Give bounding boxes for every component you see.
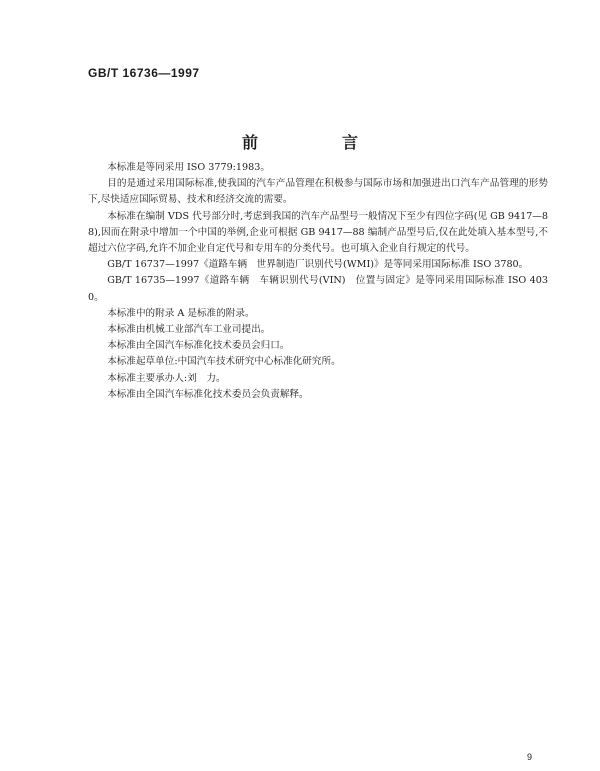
- paragraph-appendix: 本标准中的附录 A 是标准的附录。: [107, 307, 255, 319]
- paragraph-administrator: 本标准由全国汽车标准化技术委员会归口。: [107, 340, 290, 352]
- page-title: 前 言: [241, 133, 392, 152]
- paragraph-drafting-unit: 本标准起草单位:中国汽车技术研究中心标准化研究所。: [107, 356, 341, 368]
- paragraph-drafter: 本标准主要承办人:刘 力。: [107, 372, 226, 384]
- paragraph-purpose: 目的是通过采用国际标准,使我国的汽车产品管理在积极参与国际市场和加强进出口汽车产品管理的形势下,尽快适应国际贸易、技术和经济交流的需要。: [88, 178, 548, 206]
- paragraph-vds: 本标准在编制 VDS 代号部分时,考虑到我国的汽车产品型号一般情况下至少有四位字码(见 GB 9417—88),因而在附录中增加一个中国的举例,企业可根据 GB 9417—88 编制产品型号后,仅在此处填入基本型号,不超过六位字码,允许不加企业自定代号和专用车的分类代号。也可填入企业自行规定的代号。: [88, 210, 548, 255]
- page-number: 9: [527, 752, 533, 762]
- standard-code: GB/T 16736—1997: [88, 66, 200, 80]
- paragraph-wmi-standard: GB/T 16737—1997《道路车辆 世界制造厂识别代号(WMI)》是等同采用国际标准 ISO 3780。: [107, 259, 529, 271]
- paragraph-adoption: 本标准是等同采用 ISO 3779:1983。: [107, 162, 270, 173]
- paragraph-interpretation: 本标准由全国汽车标准化技术委员会负责解释。: [107, 388, 309, 400]
- paragraph-vin-standard: GB/T 16735—1997《道路车辆 车辆识别代号(VIN) 位置与固定》是等同采用国际标准 ISO 4030。: [88, 275, 548, 303]
- paragraph-proposer: 本标准由机械工业部汽车工业司提出。: [107, 324, 271, 336]
- foreword-body: [88, 160, 548, 403]
